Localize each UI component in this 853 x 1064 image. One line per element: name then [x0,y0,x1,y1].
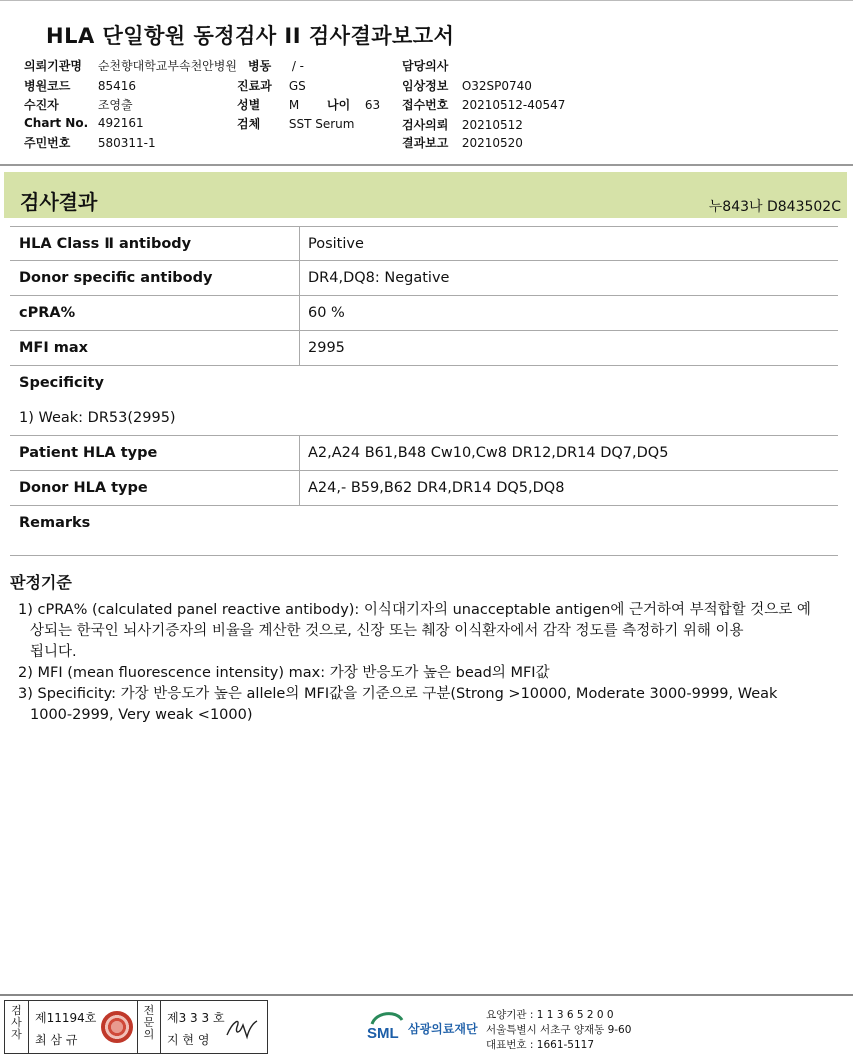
criteria-list [18,600,848,726]
meta-label: 의뢰기관명 [24,59,82,73]
meta-patient-name [24,96,133,113]
meta-value: 580311-1 [97,136,156,150]
result-value: DR4,DQ8: Negative [308,270,450,286]
meta-label: 임상정보 [402,79,449,93]
result-row-specificity-value [10,401,838,436]
column-divider [299,296,300,330]
sml-logo-text: SML [367,1025,399,1042]
meta-value: O32SP0740 [461,79,532,93]
header-divider [0,164,853,166]
criteria-line: 1) cPRA% (calculated panel reactive antibody): 이식대기자의 unacceptable antigen에 근거하여 부적합할 것으로 예 [18,602,811,618]
meta-clinical-info [402,77,532,94]
criteria-line: 3) Specificity: 가장 반응도가 높은 allele의 MFI값을 기준으로 구분(Strong >10000, Moderate 3000-9999, Weak [18,686,778,702]
section-header [4,172,847,218]
column-divider [299,331,300,365]
result-value: A24,- B59,B62 DR4,DR14 DQ5,DQ8 [308,480,565,496]
column-divider [299,261,300,295]
meta-resident-no [24,134,156,151]
result-label: Specificity [19,375,104,391]
result-row-remarks [10,506,838,556]
result-row-specificity-label [10,366,838,401]
meta-value: 20210520 [461,136,523,150]
meta-label: 수진자 [24,98,59,112]
organization-name: 삼광의료재단 [408,1022,478,1036]
meta-label: 나이 [327,98,351,112]
criteria-title: 판정기준 [10,573,72,592]
meta-hospital-code [24,77,136,94]
meta-attending-doctor [402,57,462,74]
sml-logo-icon [366,1006,406,1046]
meta-value: 63 [364,98,381,112]
meta-label: 결과보고 [402,136,449,150]
result-row-donor-hla [10,471,838,506]
result-row-cpra [10,296,838,331]
result-value: Positive [308,236,364,252]
signature-role-label: 검사자 [11,1004,22,1041]
meta-value: 20210512-40547 [461,98,566,112]
seal-stamp [101,1011,133,1043]
footer-divider [0,994,853,996]
footer-line: 서울특별시 서초구 양재동 9-60 [486,1024,632,1036]
result-value: A2,A24 B61,B48 Cw10,Cw8 DR12,DR14 DQ7,DQ5 [308,445,669,461]
meta-label: 성별 [237,98,261,112]
meta-label: 병동 [248,59,272,73]
meta-chart-no [24,116,144,130]
meta-ward [248,57,304,74]
meta-label: 접수번호 [402,98,449,112]
meta-age [327,96,380,113]
meta-label: 병원코드 [24,79,71,93]
column-divider [299,436,300,470]
result-label: Remarks [19,515,91,531]
meta-value: 20210512 [461,118,523,132]
meta-request-date [402,116,523,133]
signature-name: 최 삼 규 [35,1033,78,1047]
criteria-line: 상되는 한국인 뇌사기증자의 비율을 계산한 것으로, 신장 또는 췌장 이식환자에서 감작 정도를 측정하기 위해 이용 [30,623,744,639]
meta-value: 조영출 [97,98,133,112]
footer-line: 대표번호 : 1661-5117 [486,1039,595,1051]
meta-label: 검사의뢰 [402,118,449,132]
result-row-hla-class2 [10,226,838,261]
meta-label: 진료과 [237,79,272,93]
meta-value: / - [291,59,305,73]
results-table [10,226,838,556]
result-label: cPRA% [19,305,76,321]
report-title: HLA 단일항원 동정검사 II 검사결과보고서 [46,24,455,48]
result-label: MFI max [19,340,89,356]
result-value: 60 % [308,305,345,321]
footer-info [486,1008,631,1053]
meta-label: 주민번호 [24,136,71,150]
top-rule [0,0,853,1]
criteria-line: 1000-2999, Very weak <1000) [30,707,253,723]
meta-report-date [402,134,523,151]
signature-name: 지 현 영 [167,1033,210,1047]
signature-box [4,1000,268,1054]
column-divider [299,227,300,260]
result-value: 1) Weak: DR53(2995) [19,410,176,426]
result-row-mfi-max [10,331,838,366]
result-row-dsa [10,261,838,296]
result-row-patient-hla [10,436,838,471]
meta-label: 검체 [237,117,261,131]
signature-license-no: 제3 3 3 호 [167,1011,225,1025]
section-code: 누843나 D843502C [708,199,841,215]
meta-label: 담당의사 [402,59,449,73]
meta-label: Chart No. [24,116,89,130]
result-label: Donor specific antibody [19,270,213,286]
meta-specimen [237,115,354,132]
result-value: 2995 [308,340,345,356]
signature-role-cell [5,1001,29,1053]
handwritten-signature [223,1013,263,1043]
meta-value: GS [288,79,306,93]
result-label: Patient HLA type [19,445,158,461]
signature-role-label: 전문의 [143,1004,155,1041]
meta-value: 순천향대학교부속천안병원 [97,59,237,73]
signature-role-cell [137,1001,161,1053]
criteria-line: 됩니다. [30,644,77,660]
result-label: Donor HLA type [19,480,148,496]
meta-value: 85416 [97,79,137,93]
footer-line: 요양기관 : 1 1 3 6 5 2 0 0 [486,1009,614,1021]
section-title: 검사결과 [20,190,98,214]
signature-license-no: 제11194호 [35,1011,97,1025]
meta-department [237,77,306,94]
meta-value: 492161 [97,116,144,130]
criteria-line: 2) MFI (mean fluorescence intensity) max: 가장 반응도가 높은 bead의 MFI값 [18,665,550,681]
column-divider [299,471,300,505]
meta-sex [237,96,299,113]
meta-value: M [288,98,300,112]
result-label: HLA Class Ⅱ antibody [19,236,192,252]
meta-value: SST Serum [288,117,355,131]
meta-receipt-no [402,96,565,113]
meta-requesting-org [24,57,237,74]
